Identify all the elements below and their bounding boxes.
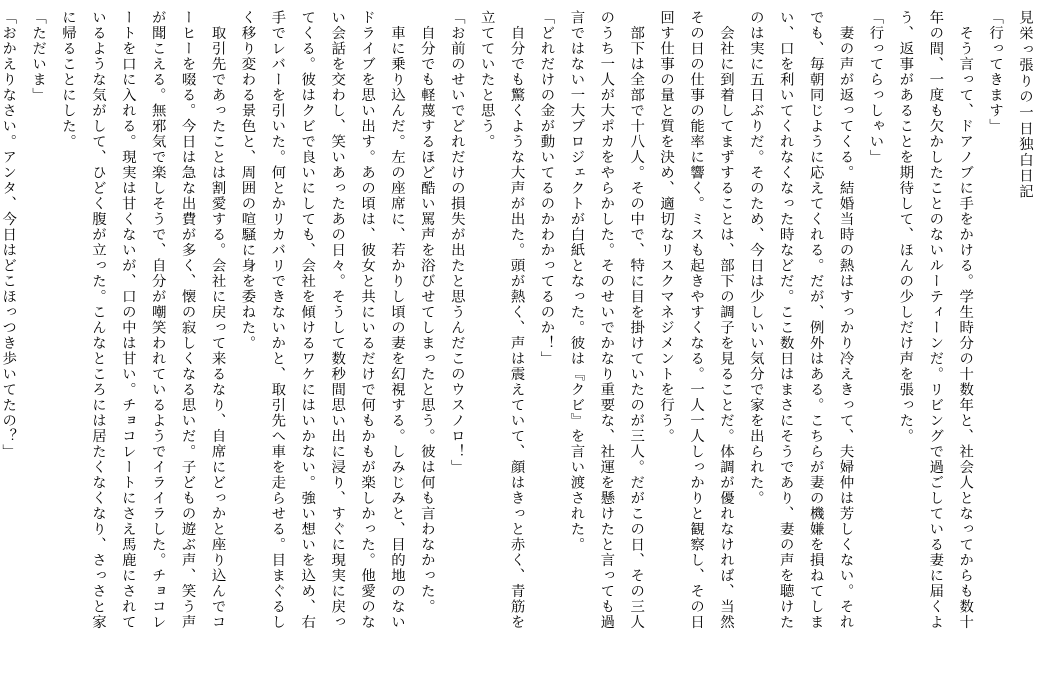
text-line: い、口を利いてくれなくなった時などだ。ここ数日はまさにそうであり、妻の声を聴けた <box>777 10 794 630</box>
text-line: でも、毎朝同じように応えてくれる。だが、例外はある。こちらが妻の機嫌を損ねてしま <box>807 10 824 630</box>
text-line: いるような気がして、ひどく腹が立った。こんなところには居たくなくなり、さっさと家 <box>89 10 106 630</box>
text-line: 「行ってらっしゃい」 <box>867 10 884 165</box>
text-line: 自分でも軽蔑するほど酷い罵声を浴びせてしまったと思う。彼は何も言わなかった。 <box>418 10 435 615</box>
vertical-text-body <box>0 10 1039 682</box>
text-line: ートを口に入れる。現実は甘くないが、口の中は甘い。チョコレートにさえ馬鹿にされて <box>119 10 136 630</box>
text-line: 部下は全部で十八人。その中で、特に目を掛けていたのが三人。だがこの日、その三人 <box>628 10 645 630</box>
text-line: 立てていたと思う。 <box>478 10 495 150</box>
text-line: 回す仕事の量と質を決め、適切なリスクマネジメントを行う。 <box>658 10 675 444</box>
text-line: のうち一人が大ポカをやらかした。そのせいでかなり重要な、社運を懸けたと言っても過 <box>598 10 615 630</box>
text-line: 「どれだけの金が動いてるのかわかってるのか！」 <box>538 10 555 367</box>
text-line: く移り変わる景色と、周囲の喧騒に身を委ねた。 <box>239 10 256 351</box>
text-line: のは実に五日ぶりだ。そのため、今日は少しいい気分で家を出られた。 <box>747 10 764 506</box>
text-line: その日の仕事の能率に響く。ミスも起きやすくなる。一人一人しっかりと観察し、その日 <box>688 10 705 630</box>
text-line: 会社に到着してまずすることは、部下の調子を見ることだ。体調が優れなければ、当然 <box>717 10 734 630</box>
text-line: 「おかえりなさい。アンタ、今日はどこほっつき歩いてたの？」 <box>0 10 17 460</box>
text-line: ドライブを思い出す。あの頃は、彼女と共にいるだけで何もかもが楽しかった。他愛のな <box>359 10 376 630</box>
text-line: ーヒーを啜る。今日は急な出費が多く、懐の寂しくなる思いだ。子どもの遊ぶ声、笑う声 <box>179 10 196 630</box>
text-line: に帰ることにした。 <box>60 10 76 150</box>
document-title: 見栄っ張りの一日独白日記 <box>1017 10 1033 200</box>
text-line: 取引先であったことは割愛する。会社に戻って来るなり、自席にどっかと座り込んでコ <box>209 10 226 630</box>
text-line: 「お前のせいでどれだけの損失が出たと思うんだこのウスノロ！」 <box>448 10 465 475</box>
text-line: 「行ってきます」 <box>987 10 1004 134</box>
text-line: 手でレバーを引いた。何とかリカバリできないかと、取引先へ車を走らせる。目まぐるし <box>269 10 286 630</box>
text-line: い会話を交わし、笑いあったあの日々。そうして数秒間思い出に浸り、すぐに現実に戻っ <box>329 10 346 630</box>
text-line: 妻の声が返ってくる。結婚当時の熱はすっかり冷えきって、夫婦仲は芳しくない。それ <box>837 10 854 630</box>
text-line: 車に乗り込んだ。左の座席に、若かりし頃の妻を幻視する。しみじみと、目的地のない <box>388 10 405 630</box>
text-line: 「ただいま」 <box>30 10 47 103</box>
text-line: う、返事があることを期待して、ほんの少しだけ声を張った。 <box>897 10 914 444</box>
text-line: 言ではない一大プロジェクトが白紙となった。彼は『クビ』を言い渡された。 <box>568 10 585 553</box>
text-line: てくる。彼はクビで良いにしても、会社を傾けるワケにはいかない。強い想いを込め、右 <box>299 10 316 630</box>
text-line: が聞こえる。無邪気で楽しそうで、自分が嘲笑われているようでイライラした。チョコレ <box>149 10 166 630</box>
text-line: 自分でも驚くような大声が出た。頭が熱く、声は震えていて、顔はきっと赤く、青筋を <box>508 10 525 630</box>
text-line: 年の間、一度も欠かしたことのないルーティーンだ。リビングで過ごしている妻に届くよ <box>927 10 944 630</box>
text-line: そう言って、ドアノブに手をかける。学生時分の十数年と、社会人となってからも数十 <box>957 10 974 630</box>
